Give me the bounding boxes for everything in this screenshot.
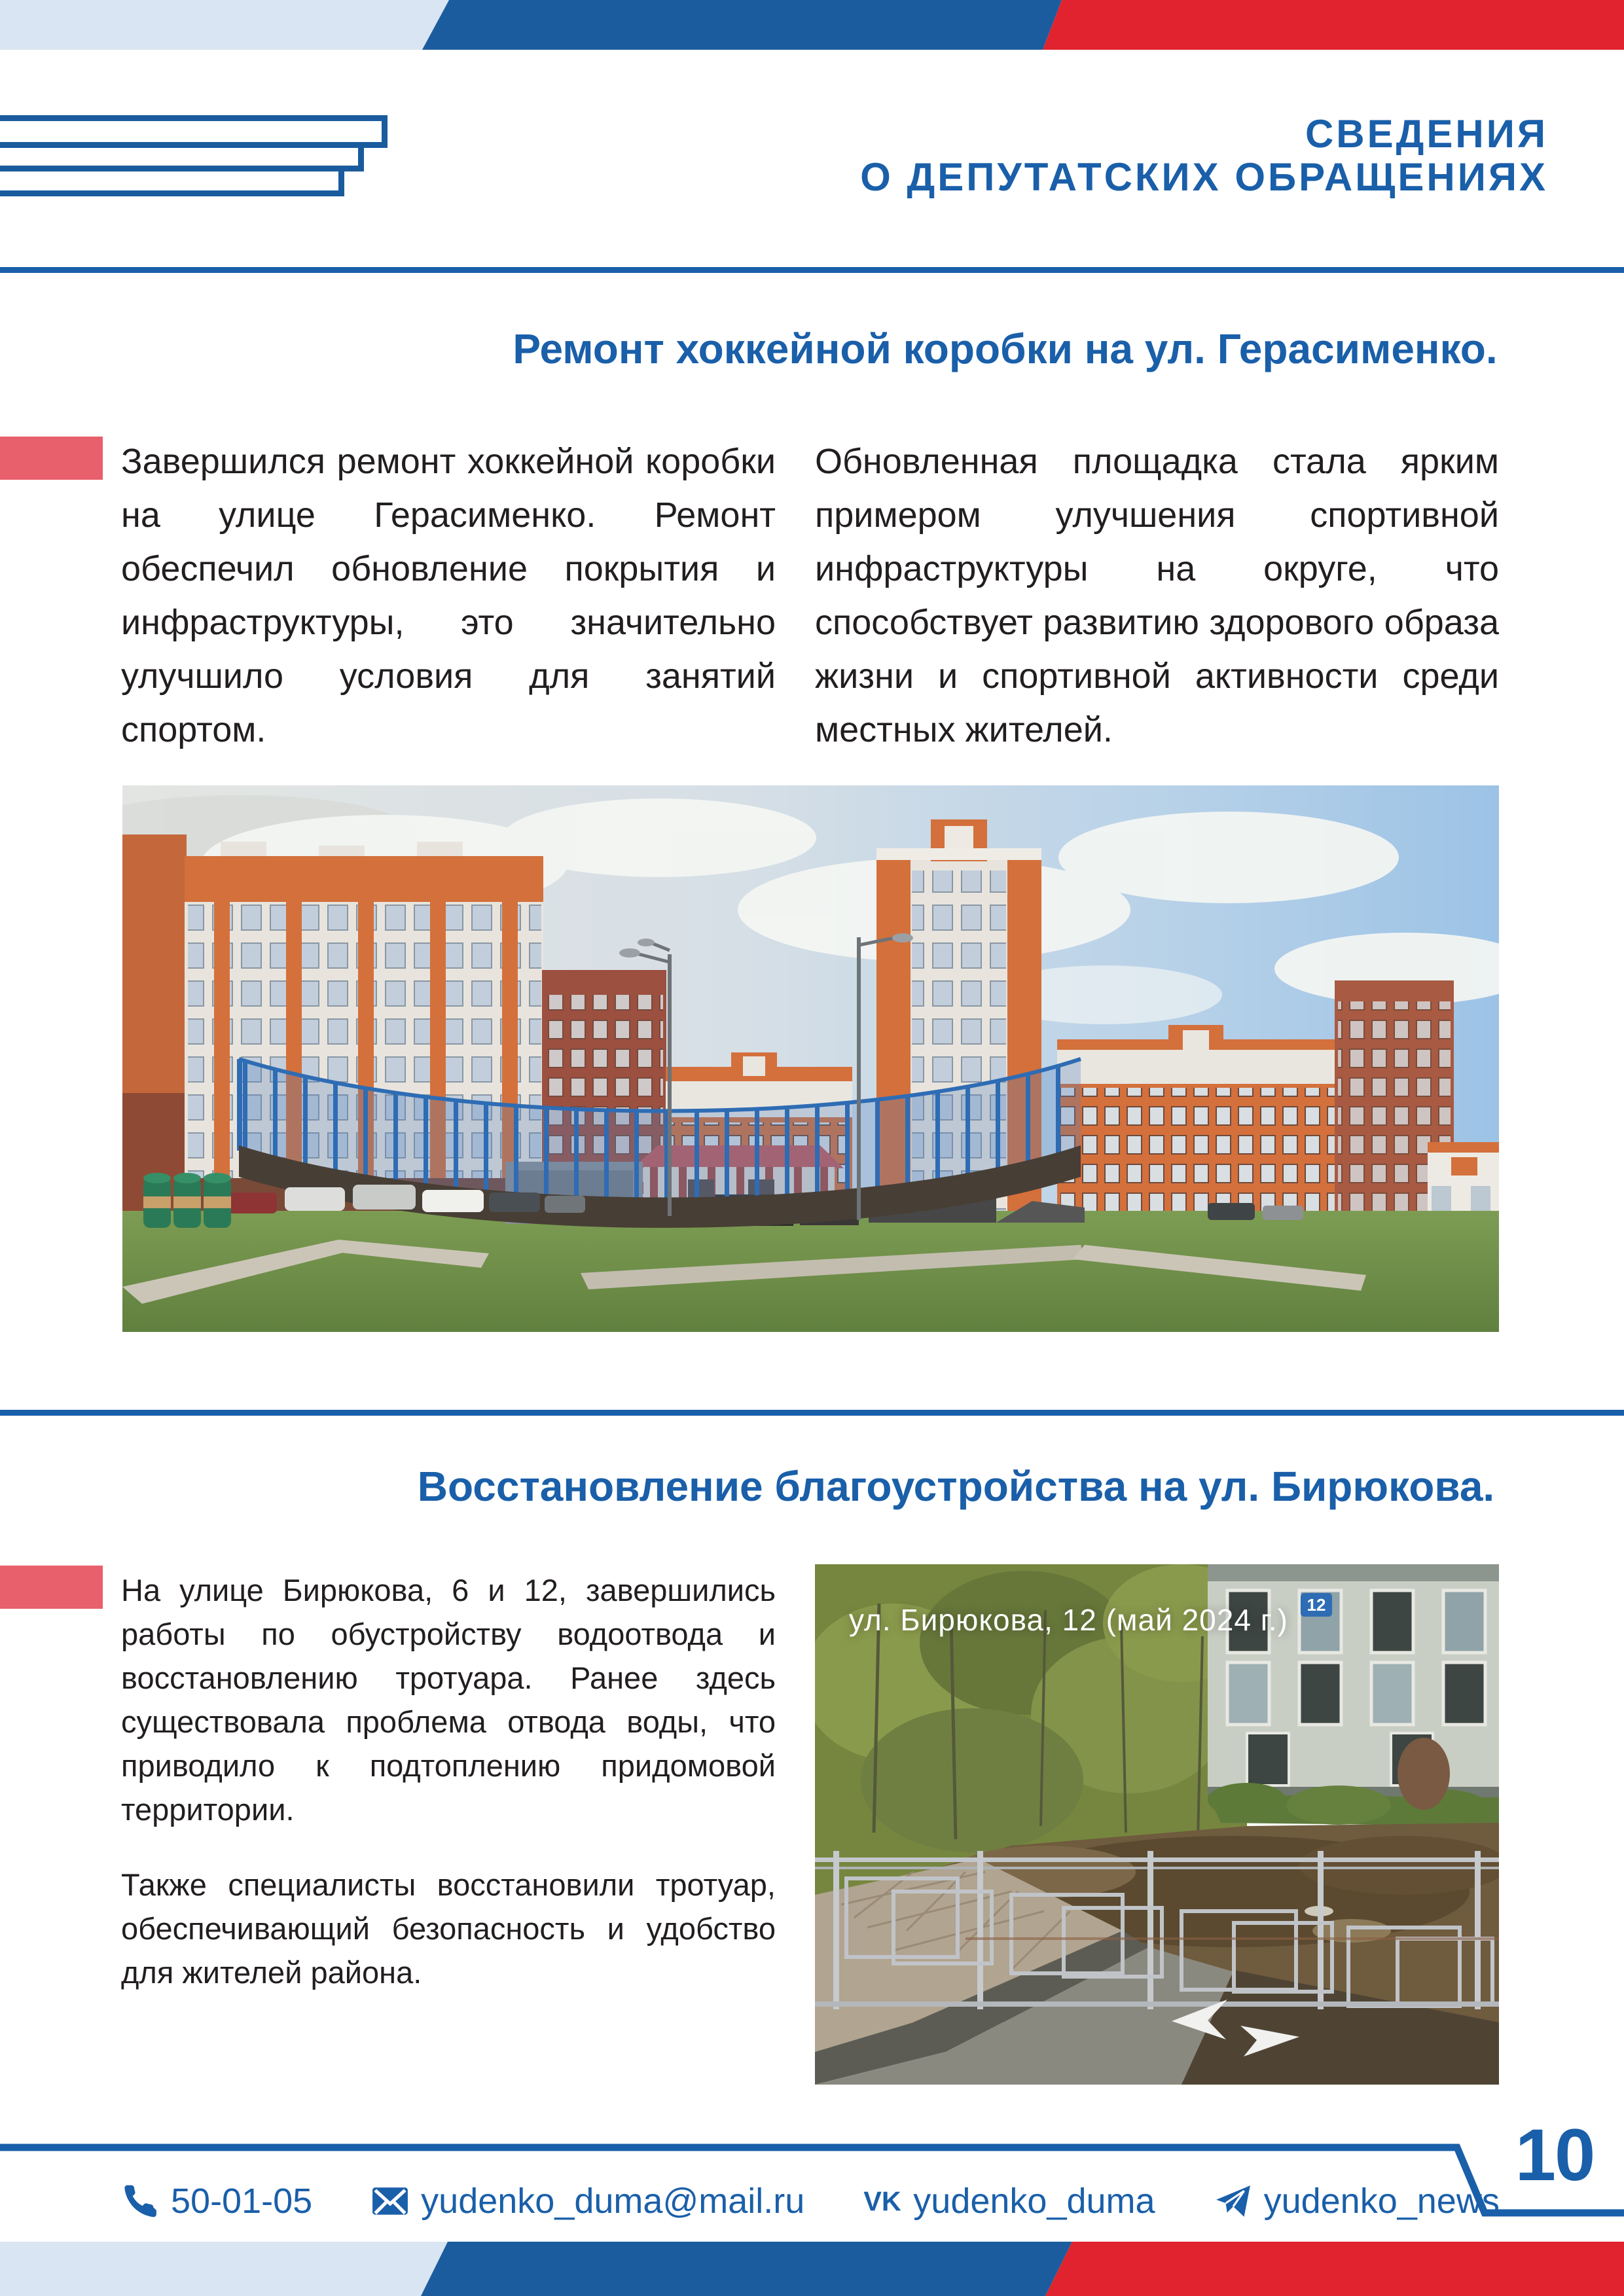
footer-email <box>371 2181 804 2221</box>
hockey-rink-illustration <box>122 785 1499 1332</box>
footer-vk-label: yudenko_duma <box>913 2181 1155 2221</box>
footer-phone <box>121 2181 312 2221</box>
vk-icon <box>863 2182 901 2220</box>
top-flag-bar <box>0 0 1624 50</box>
logo-bar-3 <box>0 166 344 196</box>
bottom-stripe-darkblue <box>421 2242 1072 2296</box>
house-number-text: 12 <box>1307 1595 1326 1615</box>
section2-title: Восстановление благоустройства на ул. Бирюкова. <box>417 1463 1495 1510</box>
page-title <box>860 113 1548 199</box>
vk-icon-letters: VK <box>863 2186 902 2217</box>
section1-accent-bar <box>0 437 103 480</box>
section2-paragraph-2: Также специалисты восстановили тротуар, обеспечивающий безопасность и удобство для жителей района. <box>121 1867 776 1990</box>
photo-hockey-rink <box>122 785 1499 1332</box>
footer-vk <box>863 2181 1155 2221</box>
street-view-illustration <box>815 1564 1499 2085</box>
photo-caption: ул. Бирюкова, 12 (май 2024 г.) <box>849 1603 1288 1637</box>
divider-middle <box>0 1410 1624 1416</box>
footer-contacts <box>121 2172 1500 2231</box>
page-title-line1: СВЕДЕНИЯ <box>1305 112 1548 156</box>
envelope-icon <box>371 2182 409 2220</box>
section1-columns <box>121 435 1499 757</box>
section1-col1-text: Завершился ремонт хоккейной коробки на улице Герасименко. Ремонт обеспечил обновление покрытия и инфраструктуры, это значительно улучшило условия для занятий спортом. <box>121 442 776 749</box>
photo-street-view <box>815 1564 1499 2085</box>
bottom-stripe-red <box>1045 2242 1624 2296</box>
footer-email-label: yudenko_duma@mail.ru <box>421 2181 805 2221</box>
page-title-line2: О ДЕПУТАТСКИХ ОБРАЩЕНИЯХ <box>860 155 1548 199</box>
bottom-flag-bar <box>0 2242 1624 2296</box>
divider-top <box>0 267 1624 273</box>
flag-stripe-red <box>1043 0 1624 50</box>
footer-telegram-label: yudenko_news <box>1263 2181 1500 2221</box>
waste-bins <box>143 1173 231 1228</box>
section1-col2-text: Обновленная площадка стала ярким примером улучшения спортивной инфраструктуры на округе, что способствует развитию здорового образа жизни и спортивной активности среди местных жителей. <box>815 442 1499 749</box>
apartment-building <box>1208 1564 1499 1797</box>
section1-title: Ремонт хоккейной коробки на ул. Герасименко. <box>513 325 1498 372</box>
page-number: 10 <box>1515 2114 1595 2196</box>
section2-paragraph-1: На улице Бирюкова, 6 и 12, завершились работы по обустройству водоотвода и восстановлению тротуара. Ранее здесь существовала проблема отвода воды, что приводило к подтоплению придомовой территории. <box>121 1573 776 1827</box>
footer-telegram <box>1214 2181 1500 2221</box>
section2-accent-bar <box>0 1566 103 1609</box>
section2-text <box>121 1568 776 1994</box>
footer-phone-label: 50-01-05 <box>171 2181 313 2221</box>
telegram-icon <box>1214 2182 1252 2220</box>
bottom-stripe-lightblue <box>0 2242 448 2296</box>
phone-icon <box>121 2182 159 2220</box>
flag-stripe-darkblue <box>422 0 1062 50</box>
flag-stripe-lightblue <box>0 0 449 50</box>
